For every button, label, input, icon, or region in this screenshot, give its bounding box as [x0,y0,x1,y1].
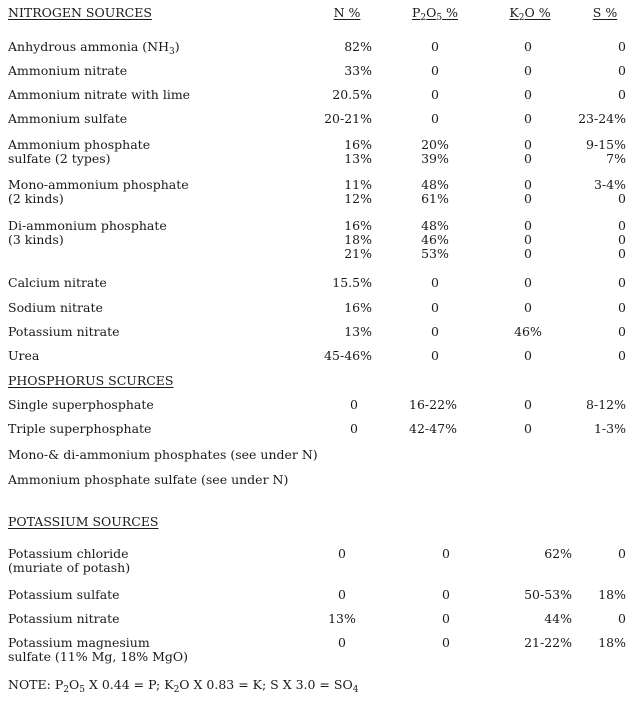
row-name-sodium-nitrate: Sodium nitrate [8,300,103,315]
cell-p: 42-47% [409,421,457,436]
cell-p: 16-22% [409,397,457,412]
cell-n: 0 [350,397,358,412]
cell-k: 0 [524,39,532,54]
row-name-potassium-chloride-2: (muriate of potash) [8,560,131,575]
cell-k: 0 [524,397,532,412]
cell-n: 0 [338,635,346,650]
row-name-potassium-sulfate: Potassium sulfate [8,587,120,602]
conversion-note: NOTE: $P_2O_5$ X 0.44 = P; $K_2O$ X 0.83 = K; S X $3.0 = SO_4$ [8,677,359,695]
cell-p: 61% [421,191,449,206]
cell-p: 0 [431,275,439,290]
p2o5-percent-header: $P_2O_5$ % [411,5,458,23]
cell-p: 0 [431,348,439,363]
cell-k: 21-22% [524,635,572,650]
cell-s: 0 [618,63,626,78]
row-name-potassium-magnesium-sulfate-2: sulfate (11% Mg, 18% MgO) [8,649,188,664]
cell-p: 0 [442,635,450,650]
cell-p: 0 [442,611,450,626]
cell-n: 13% [344,151,372,166]
cell-s: 18% [598,587,626,602]
cell-n: 13% [344,324,372,339]
phosphorus-note-mono-di: Mono-& di-ammonium phosphates (see under N) [8,447,318,462]
cell-p: 0 [431,324,439,339]
row-name-anhydrous-ammonia: Anhydrous ammonia $(NH_3)$ [8,39,180,57]
row-name-mono-ammonium-phosphate-2: (2 kinds) [8,191,64,206]
cell-s: 0 [618,232,626,247]
phosphorus-note-amm-phos-sulfate: Ammonium phosphate sulfate (see under N) [8,472,289,487]
cell-k: 0 [524,246,532,261]
cell-s: 0 [618,546,626,561]
cell-k: 0 [524,300,532,315]
cell-k: 0 [524,191,532,206]
cell-s: 0 [618,300,626,315]
cell-n: 12% [344,191,372,206]
cell-n: 0 [338,546,346,561]
row-name-ammonium-phosphate-sulfate: Ammonium phosphate [8,137,151,152]
row-name-single-superphosphate: Single superphosphate [8,397,154,412]
potassium-sources-heading: POTASSIUM SOURCES [8,514,159,529]
s-percent-header: S % [592,5,618,20]
row-name-di-ammonium-phosphate: Di-ammonium phosphate [8,218,167,233]
cell-p: 0 [442,587,450,602]
cell-s: 7% [606,151,626,166]
cell-s: 0 [618,275,626,290]
phosphorus-sources-heading: PHOSPHORUS SCURCES [8,373,174,388]
cell-n: 20.5% [332,87,372,102]
n-percent-header: N % [333,5,361,20]
cell-s: 0 [618,87,626,102]
cell-p: 0 [431,63,439,78]
cell-n: 0 [350,421,358,436]
cell-k: 62% [544,546,572,561]
row-name-ammonium-nitrate: Ammonium nitrate [8,63,128,78]
cell-p: 48% [421,218,449,233]
cell-n: 18% [344,232,372,247]
cell-k: 0 [524,275,532,290]
cell-n: 16% [344,300,372,315]
cell-n: 16% [344,218,372,233]
cell-s: 23-24% [578,111,626,126]
cell-s: 0 [618,218,626,233]
cell-k: 44% [544,611,572,626]
row-name-mono-ammonium-phosphate: Mono-ammonium phosphate [8,177,189,192]
cell-s: 1-3% [593,421,626,436]
cell-p: 53% [421,246,449,261]
cell-p: 0 [431,111,439,126]
cell-p: 0 [431,87,439,102]
cell-k: 50-53% [524,587,572,602]
cell-k: 0 [524,218,532,233]
cell-k: 0 [524,232,532,247]
cell-n: 33% [344,63,372,78]
row-name-ammonium-phosphate-sulfate-2: sulfate (2 types) [8,151,111,166]
cell-p: 0 [431,39,439,54]
row-name-potassium-nitrate-k: Potassium nitrate [8,611,120,626]
cell-n: 15.5% [332,275,372,290]
row-name-ammonium-sulfate: Ammonium sulfate [8,111,128,126]
cell-k: 0 [524,111,532,126]
cell-n: 21% [344,246,372,261]
nitrogen-sources-heading: NITROGEN SOURCES [8,5,152,20]
cell-p: 20% [421,137,449,152]
cell-s: 18% [598,635,626,650]
cell-k: 0 [524,137,532,152]
cell-n: 11% [344,177,372,192]
row-name-potassium-chloride: Potassium chloride [8,546,129,561]
cell-n: 45-46% [324,348,372,363]
cell-k: 0 [524,63,532,78]
row-name-potassium-magnesium-sulfate: Potassium magnesium [8,635,150,650]
cell-p: 0 [442,546,450,561]
cell-k: 0 [524,151,532,166]
cell-n: 82% [344,39,372,54]
row-name-ammonium-nitrate-lime: Ammonium nitrate with lime [8,87,191,102]
cell-p: 0 [431,300,439,315]
cell-k: 0 [524,87,532,102]
row-name-urea: Urea [8,348,40,363]
cell-p: 48% [421,177,449,192]
cell-s: 8-12% [586,397,626,412]
cell-s: 9-15% [586,137,626,152]
cell-s: 0 [618,611,626,626]
cell-n: 0 [338,587,346,602]
cell-n: 20-21% [324,111,372,126]
cell-n: 13% [328,611,356,626]
cell-n: 16% [344,137,372,152]
cell-s: 0 [618,324,626,339]
cell-s: 3-4% [593,177,626,192]
cell-s: 0 [618,246,626,261]
cell-k: 46% [514,324,542,339]
cell-k: 0 [524,348,532,363]
cell-k: 0 [524,421,532,436]
cell-k: 0 [524,177,532,192]
cell-s: 0 [618,39,626,54]
k2o-percent-header: $K_2O$ % [509,5,551,23]
row-name-calcium-nitrate: Calcium nitrate [8,275,107,290]
cell-p: 39% [421,151,449,166]
cell-s: 0 [618,191,626,206]
cell-p: 46% [421,232,449,247]
row-name-triple-superphosphate: Triple superphosphate [8,421,152,436]
cell-s: 0 [618,348,626,363]
row-name-potassium-nitrate: Potassium nitrate [8,324,120,339]
row-name-di-ammonium-phosphate-2: (3 kinds) [8,232,64,247]
